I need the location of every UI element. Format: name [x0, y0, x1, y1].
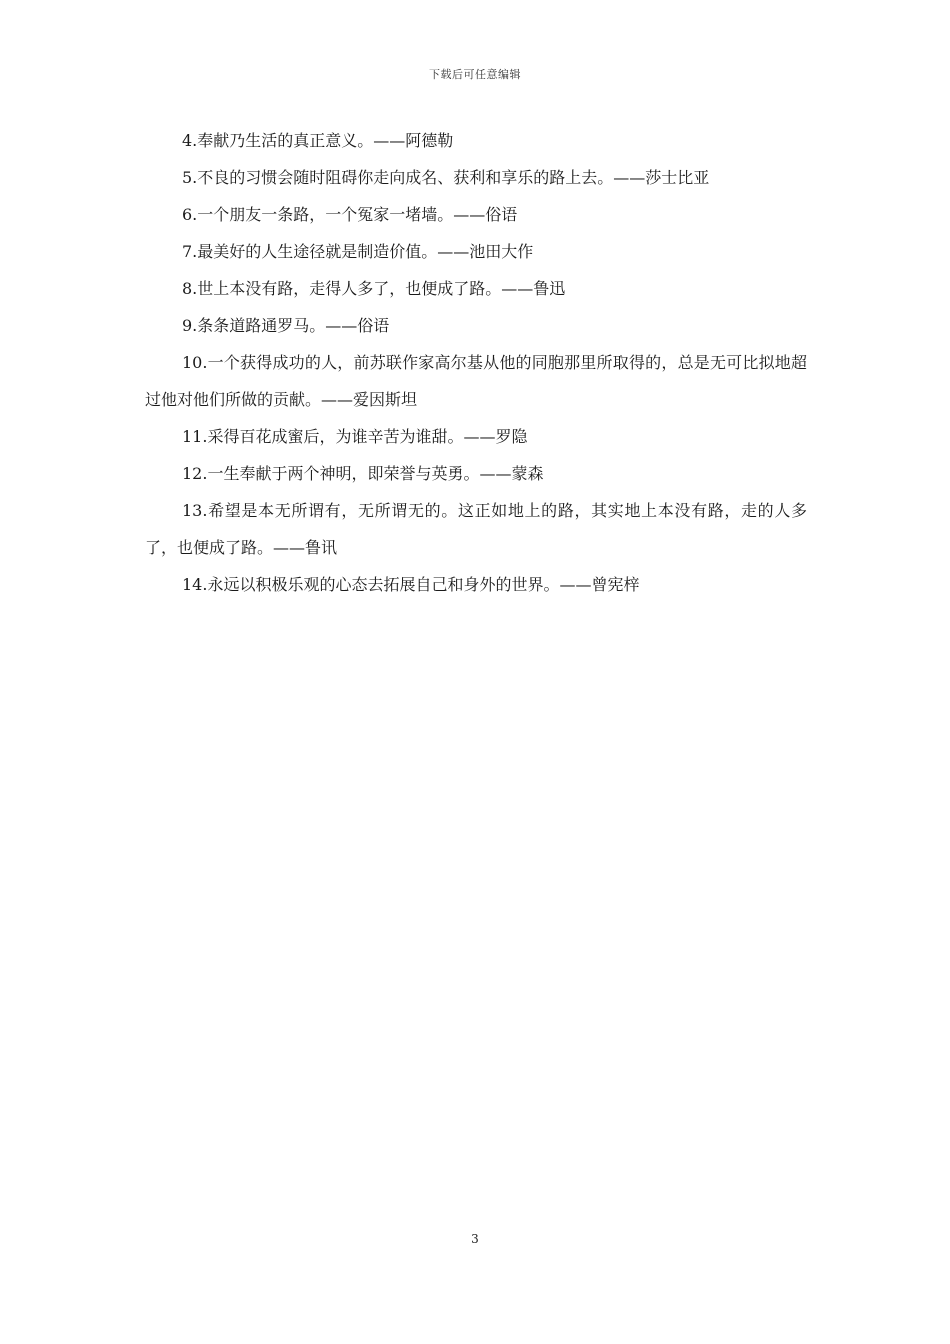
quote-paragraph: 8.世上本没有路，走得人多了，也便成了路。——鲁迅	[182, 279, 566, 298]
quote-paragraph: 6.一个朋友一条路，一个冤家一堵墙。——俗语	[182, 205, 518, 224]
quote-paragraph: 4.奉献乃生活的真正意义。——阿德勒	[182, 131, 454, 150]
quote-paragraph: 13.希望是本无所谓有，无所谓无的。这正如地上的路，其实地上本没有路，走的人多了，也便成了路。——鲁讯	[145, 501, 807, 557]
page-number: 3	[471, 1232, 479, 1246]
quote-paragraph: 7.最美好的人生途径就是制造价值。——池田大作	[182, 242, 534, 261]
quote-list	[145, 122, 807, 603]
quote-paragraph: 10.一个获得成功的人，前苏联作家高尔基从他的同胞那里所取得的，总是无可比拟地超过他对他们所做的贡献。——爱因斯坦	[145, 353, 807, 409]
quote-paragraph: 11.采得百花成蜜后，为谁辛苦为谁甜。——罗隐	[182, 427, 528, 446]
quote-paragraph: 9.条条道路通罗马。——俗语	[182, 316, 390, 335]
quote-paragraph: 5.不良的习惯会随时阻碍你走向成名、获利和享乐的路上去。——莎士比亚	[182, 168, 710, 187]
quote-paragraph: 14.永远以积极乐观的心态去拓展自己和身外的世界。——曾宪梓	[182, 575, 640, 594]
page-header: 下载后可任意编辑	[429, 68, 521, 81]
quote-paragraph: 12.一生奉献于两个神明，即荣誉与英勇。——蒙森	[182, 464, 544, 483]
